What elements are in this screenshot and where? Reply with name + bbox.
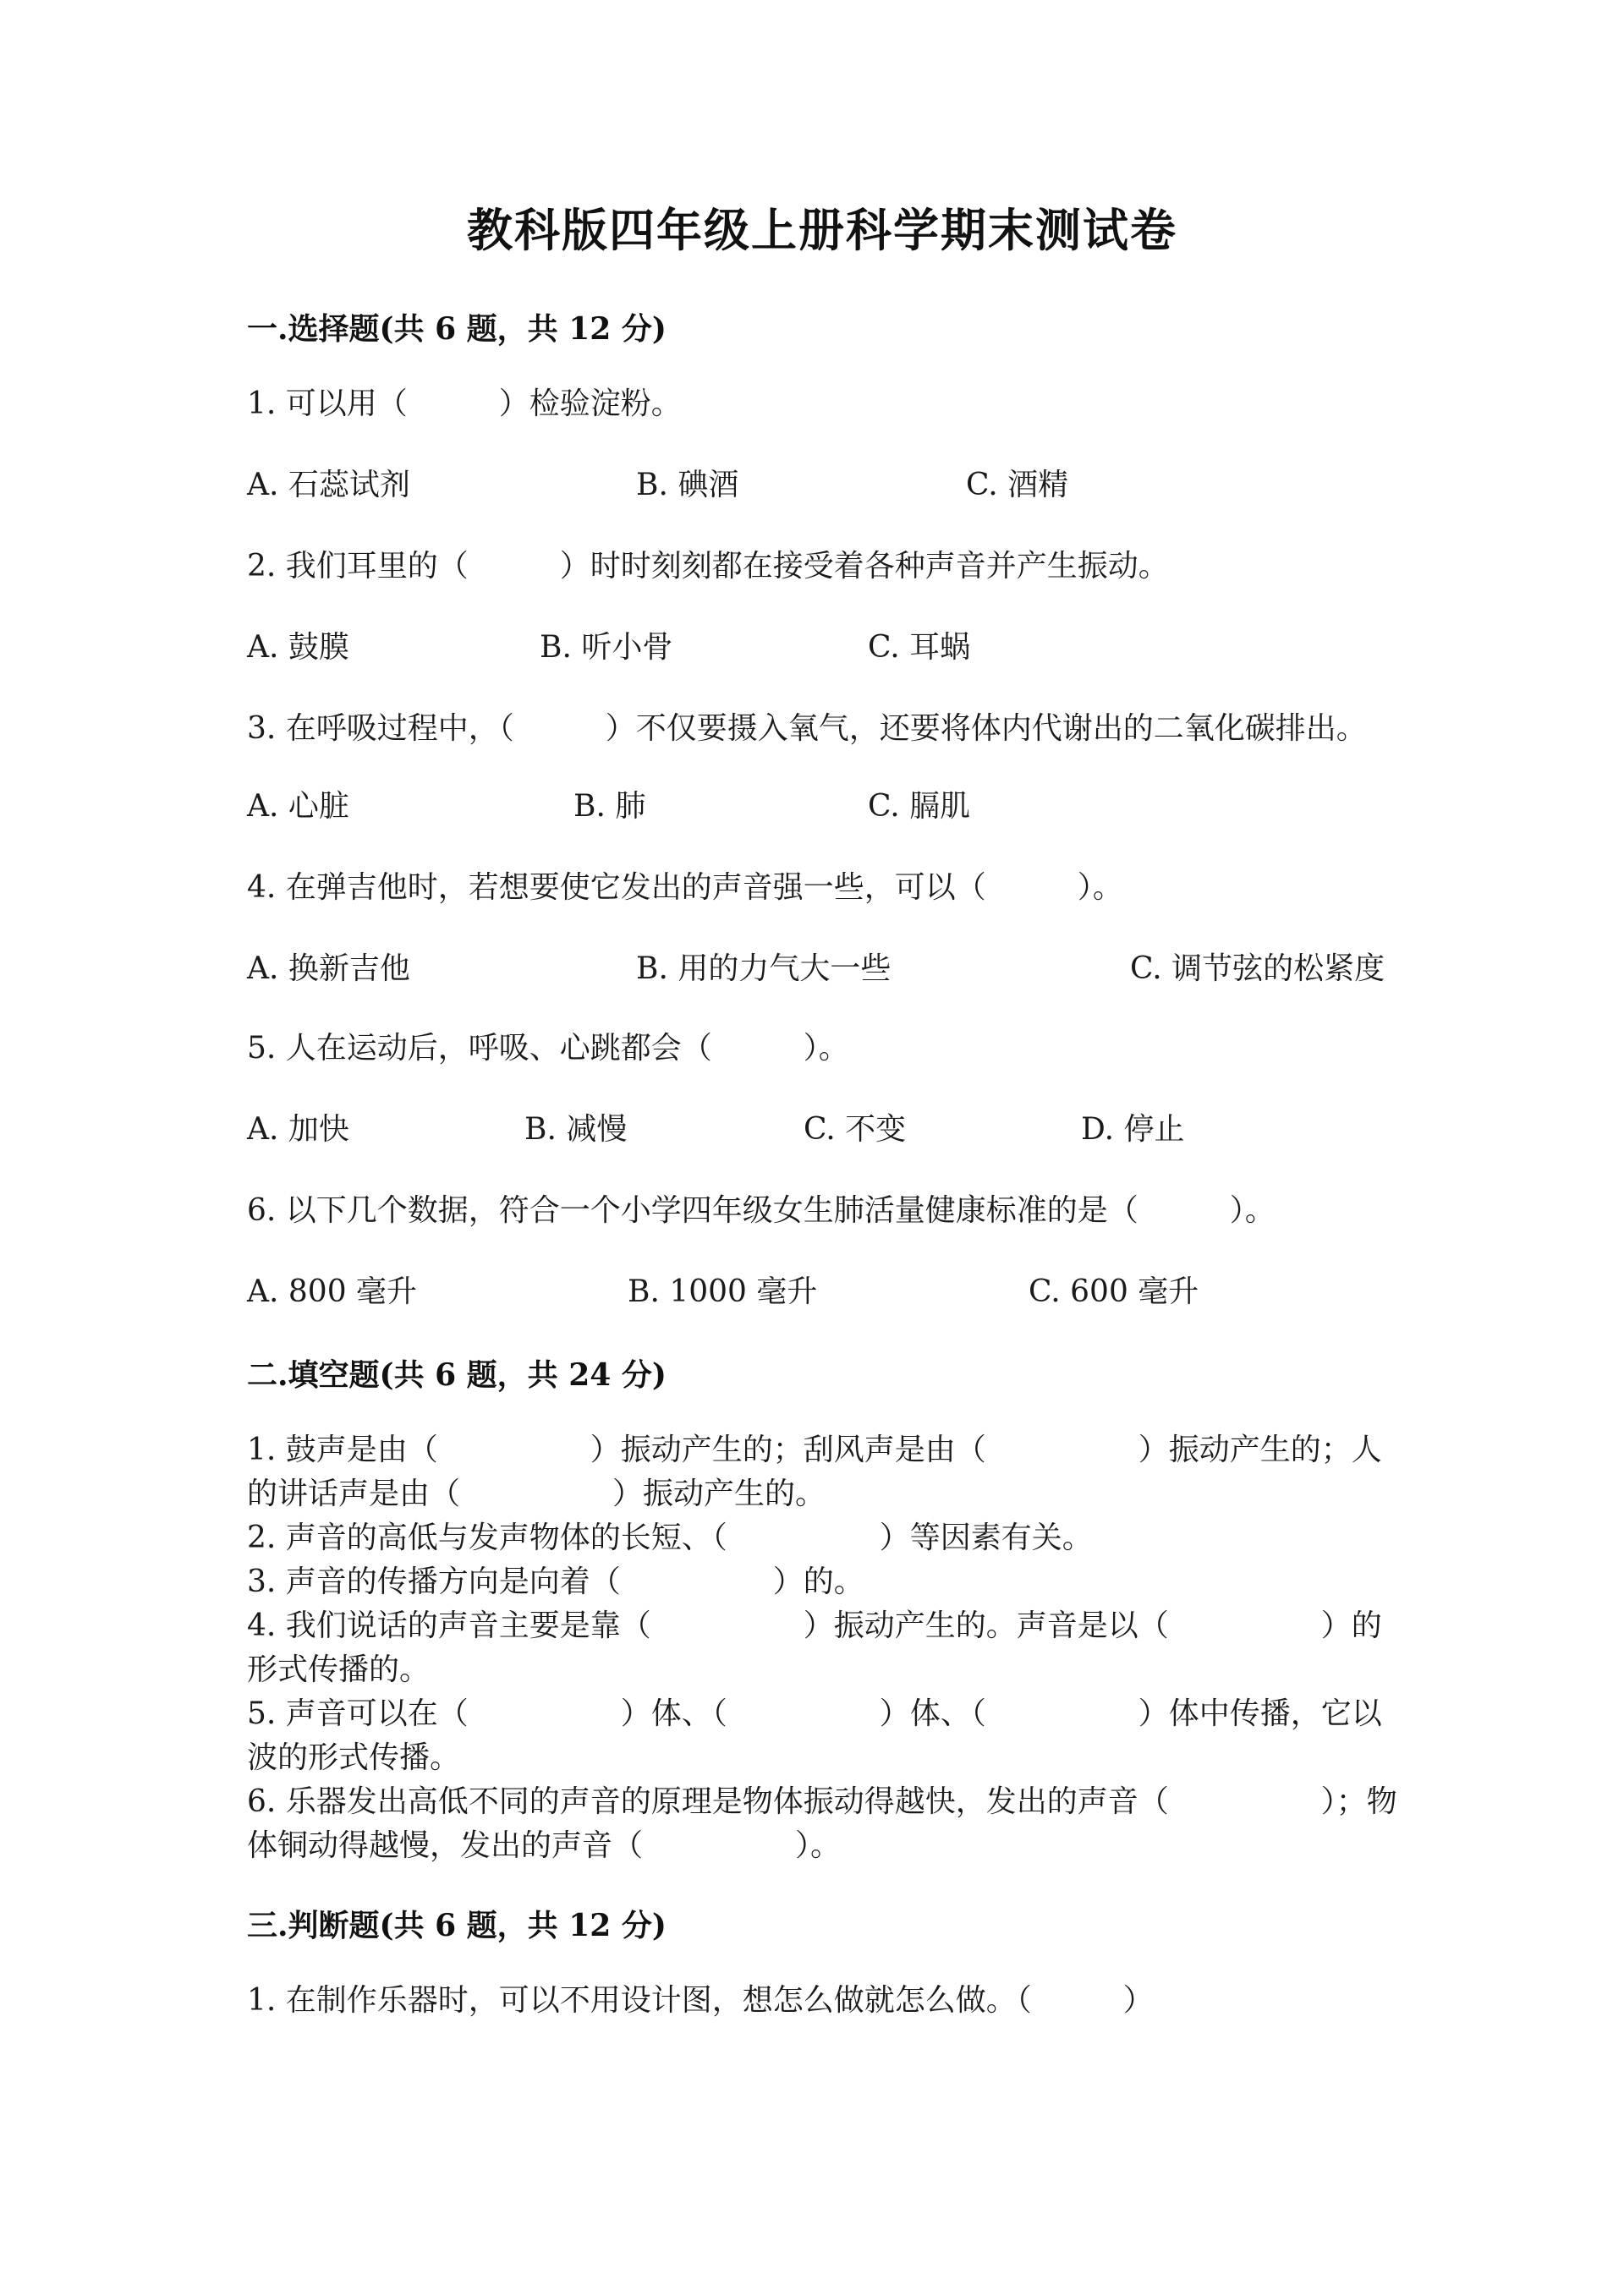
options-row: [247, 626, 1397, 670]
fill-item-2: 2. 声音的高低与发声物体的长短、（ ）等因素有关。: [247, 1521, 1093, 1555]
option-a: A. 石蕊试剂: [247, 468, 410, 502]
question-2: [247, 545, 1397, 670]
fill-item-6: 6. 乐器发出高低不同的声音的原理是物体振动得越快，发出的声音（ ）；物体铜动得越慢，发出的声音（ ）。: [247, 1784, 1397, 1863]
options-row: [247, 463, 1397, 507]
option-c: C. 耳蜗: [868, 630, 971, 665]
option-b: B. 用的力气大一些: [636, 951, 892, 986]
exam-page: [247, 195, 1397, 2023]
fill-list: [247, 1428, 1397, 1868]
fill-item-5: 5. 声音可以在（ ）体、（ ）体、（ ）体中传播，它以波的形式传播。: [247, 1696, 1382, 1775]
fill-item-3: 3. 声音的传播方向是向着（ ）的。: [247, 1564, 864, 1599]
fill-item-1: 1. 鼓声是由（ ）振动产生的；刮风声是由（ ）振动产生的；人的讲话声是由（ ）振动产生的。: [247, 1433, 1382, 1511]
option-a: A. 800 毫升: [247, 1274, 418, 1309]
option-d: D. 停止: [1081, 1112, 1185, 1147]
option-a: A. 鼓膜: [247, 630, 349, 665]
exam-title: 教科版四年级上册科学期末测试卷: [467, 203, 1177, 257]
question-stem: 4. 在弹吉他时，若想要使它发出的声音强一些，可以（ ）。: [247, 870, 1123, 905]
question-5: [247, 1027, 1397, 1152]
option-a: A. 加快: [247, 1112, 349, 1147]
question-3: [247, 707, 1397, 829]
question-4: [247, 866, 1397, 991]
option-b: B. 碘酒: [636, 468, 739, 502]
question-stem: 5. 人在运动后，呼吸、心跳都会（ ）。: [247, 1031, 849, 1066]
judge-list: [247, 1979, 1397, 2023]
option-b: B. 听小骨: [540, 630, 673, 665]
question-stem: 6. 以下几个数据，符合一个小学四年级女生肺活量健康标准的是（ ）。: [247, 1193, 1276, 1228]
options-row: [247, 947, 1397, 991]
option-c: C. 600 毫升: [1029, 1274, 1199, 1309]
option-c: C. 调节弦的松紧度: [1130, 951, 1385, 986]
options-row: [247, 1270, 1397, 1314]
option-c: C. 酒精: [966, 468, 1069, 502]
question-stem: 2. 我们耳里的（ ）时时刻刻都在接受着各种声音并产生振动。: [247, 549, 1169, 584]
option-a: A. 换新吉他: [247, 951, 410, 986]
section-heading-judge: 三.判断题(共 6 题，共 12 分): [247, 1908, 667, 1943]
option-a: A. 心脏: [247, 789, 349, 824]
question-1: [247, 382, 1397, 507]
option-c: C. 膈肌: [868, 789, 971, 824]
option-b: B. 1000 毫升: [628, 1274, 818, 1309]
fill-item-4: 4. 我们说话的声音主要是靠（ ）振动产生的。声音是以（ ）的形式传播的。: [247, 1608, 1382, 1687]
section-heading-choice: 一.选择题(共 6 题，共 12 分): [247, 311, 667, 347]
options-row: [247, 1108, 1397, 1152]
option-b: B. 减慢: [524, 1112, 628, 1147]
judge-item-1: 1. 在制作乐器时，可以不用设计图，想怎么做就怎么做。（ ）: [247, 1983, 1154, 2018]
options-row: [247, 785, 1397, 829]
option-c: C. 不变: [804, 1112, 907, 1147]
option-b: B. 肺: [573, 789, 646, 824]
question-stem: 3. 在呼吸过程中，（ ）不仅要摄入氧气，还要将体内代谢出的二氧化碳排出。: [247, 711, 1367, 746]
section-heading-fill: 二.填空题(共 6 题，共 24 分): [247, 1357, 667, 1393]
question-6: [247, 1189, 1397, 1314]
question-stem: 1. 可以用（ ）检验淀粉。: [247, 386, 682, 421]
